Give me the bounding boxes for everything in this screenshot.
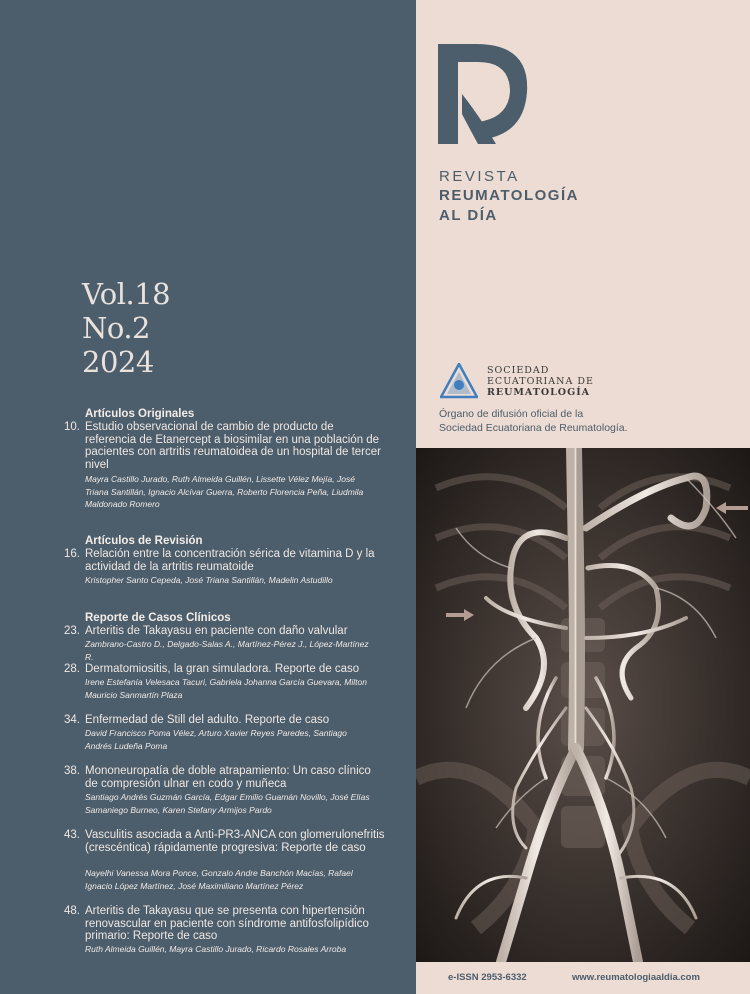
official-organ-text: Órgano de difusión oficial de la Sociedad Ecuatoriana de Reumatología. xyxy=(439,408,628,434)
entry-authors: Irene Estefanía Velesaca Tacuri, Gabriela Johanna García Guevara, Milton Mauricio Sanmartín Plaza xyxy=(85,677,367,700)
issn-label: e-ISSN 2953-6332 xyxy=(448,972,527,983)
website-link[interactable]: www.reumatologiaaldia.com xyxy=(572,972,700,983)
angiography-graphic xyxy=(416,448,750,962)
entry-authors: Kristopher Santo Cepeda, José Triana Santillán, Madelin Astudillo xyxy=(85,575,333,585)
society-name: SOCIEDAD ECUATORIANA DE REUMATOLOGÍA xyxy=(487,365,594,398)
entry-title: Arteritis de Takayasu que se presenta con hipertensión renovascular en paciente con síndrome antifosfolipídico primario: Reporte de caso xyxy=(85,905,369,943)
entry-page-number: 34. xyxy=(64,714,80,726)
section-original-articles: Artículos Originales xyxy=(85,408,195,420)
entry-title: Relación entre la concentración sérica de vitamina D y la actividad de la artritis reumatoide xyxy=(85,548,375,573)
entry-page-number: 43. xyxy=(64,829,80,841)
entry-authors: Mayra Castillo Jurado, Ruth Almeida Guillén, Lissette Vélez Mejía, José Triana Santillán, Ignacio Alcívar Guerra, Roberto Florencia Peña, Liudmila Maldonado Romero xyxy=(85,474,364,509)
entry-title: Estudio observacional de cambio de producto de referencia de Etanercept a biosimilar en una población de pacientes con artritis reumatoidea de un hospital de tercer nivel xyxy=(85,421,381,471)
entry-authors: Zambrano-Castro D., Delgado-Salas A., Martínez-Pérez J., López-Martínez R. xyxy=(85,639,369,662)
entry-page-number: 23. xyxy=(64,625,80,637)
number-label: No.2 xyxy=(82,311,150,345)
journal-logo-r-icon xyxy=(438,44,530,144)
entry-page-number: 28. xyxy=(64,663,80,675)
volume-label: Vol.18 xyxy=(82,277,171,311)
entry-authors: Ruth Almeida Guillén, Mayra Castillo Jurado, Ricardo Rosales Arroba xyxy=(85,944,347,954)
section-review-articles: Artículos de Revisión xyxy=(85,535,203,547)
entry-page-number: 16. xyxy=(64,548,80,560)
angiography-image xyxy=(416,448,750,962)
entry-authors: Nayelhi Vanessa Mora Ponce, Gonzalo Andre Banchón Macías, Rafael Ignacio López Martínez, José Maximiliano Martínez Pérez xyxy=(85,868,353,891)
journal-name-line3: AL DÍA xyxy=(439,207,498,224)
entry-page-number: 48. xyxy=(64,905,80,917)
entry-page-number: 10. xyxy=(64,421,80,433)
year-label: 2024 xyxy=(82,345,154,379)
journal-name-line2: REUMATOLOGÍA xyxy=(439,187,579,204)
entry-page-number: 38. xyxy=(64,765,80,777)
entry-title: Enfermedad de Still del adulto. Reporte de caso xyxy=(85,714,330,726)
entry-title: Vasculitis asociada a Anti-PR3-ANCA con glomerulonefritis (crescéntica) rápidamente progresiva: Reporte de caso xyxy=(85,829,385,854)
entry-title: Dermatomiositis, la gran simuladora. Reporte de caso xyxy=(85,663,360,675)
journal-name-line1: REVISTA xyxy=(439,168,520,185)
entry-authors: Santiago Andrés Guzmán García, Edgar Emilio Guamán Novillo, José Elías Samaniego Burneo, Karen Stefany Armijos Pardo xyxy=(85,792,370,815)
society-emblem-icon xyxy=(440,363,478,399)
entry-authors: David Francisco Poma Vélez, Arturo Xavier Reyes Paredes, Santiago Andrés Ludeña Poma xyxy=(85,728,347,751)
entry-title: Mononeuropatía de doble atrapamiento: Un caso clínico de compresión ulnar en codo y muñeca xyxy=(85,765,371,790)
entry-title: Arteritis de Takayasu en paciente con daño valvular xyxy=(85,625,348,637)
section-case-reports: Reporte de Casos Clínicos xyxy=(85,612,231,624)
